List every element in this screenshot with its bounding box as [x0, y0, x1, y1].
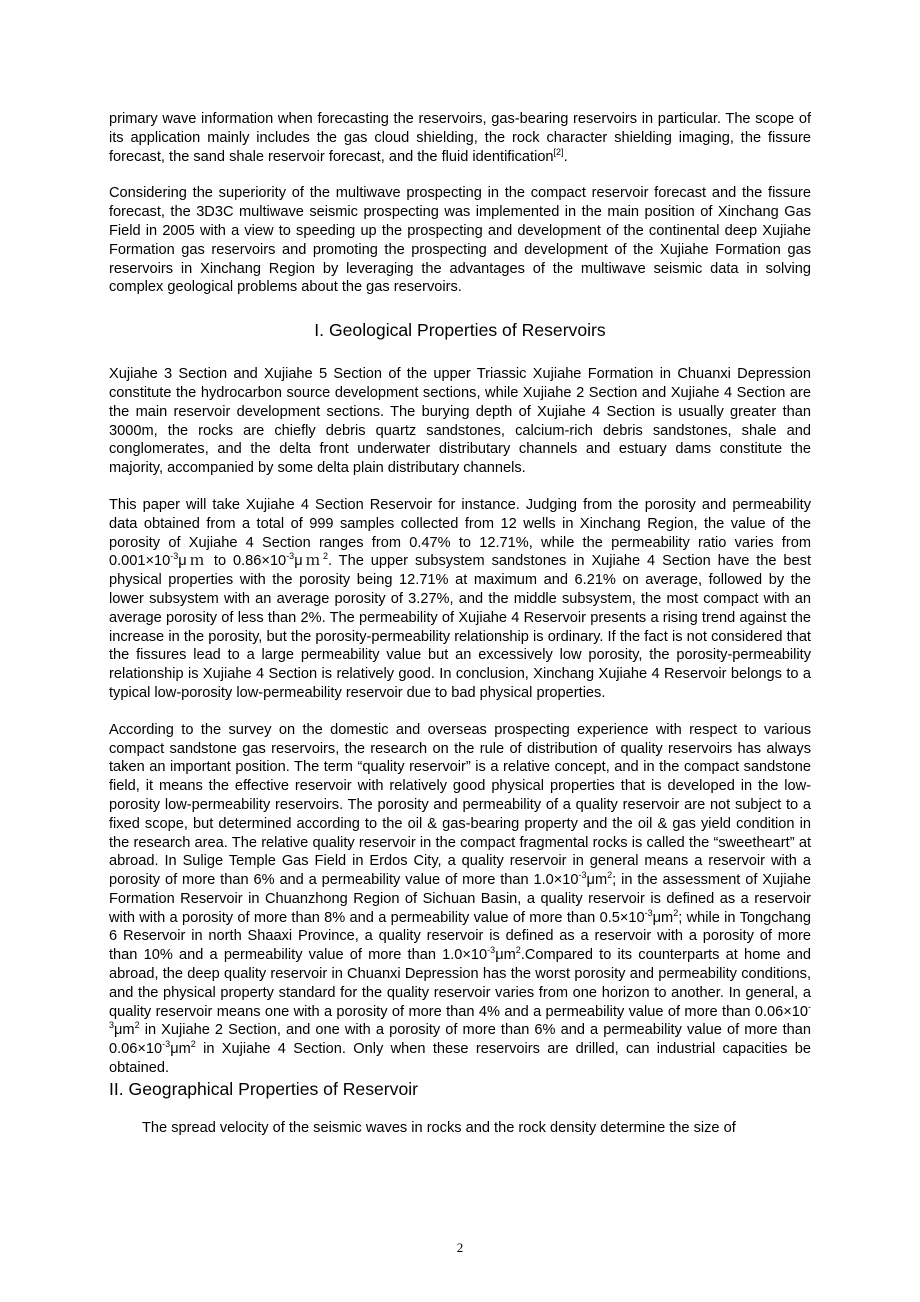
page-body [109, 110, 811, 1137]
paragraph-geology: Xujiahe 3 Section and Xujiahe 5 Section of the upper Triassic Xujiahe Formation in Chuanxi Depression constitute the hydrocarbon source development sections, while Xujiahe 2 Section and Xujiahe 4 Section are the main reservoir development sections. The burying depth of Xujiahe 4 Section is usually greater than 3000m, the rocks are chiefly debris quartz sandstones, calcium-rich debris sandstones, shale and conglomerates, and the delta front underwater distributary channels and estuary dams constitute the majority, accompanied by some delta plain distributary channels. [109, 366, 811, 477]
page-number: 2 [456, 1240, 464, 1255]
paragraph-spread-velocity: The spread velocity of the seismic waves in rocks and the rock density determine the size of [142, 1119, 736, 1136]
citation[interactable]: [2] [553, 146, 564, 157]
paragraph-quality-reservoir: According to the survey on the domestic and overseas prospecting experience with respect to various compact sandstone gas reservoirs, the research on the rule of distribution of quality reservoirs has always taken an important position. The term “quality reservoir” is a relative concept, and in the compact sandstone field, it means the effective reservoir with relatively good physical properties that is developed in the low-porosity low-permeability reservoirs. The porosity and permeability of a quality reservoir are not subject to a fixed scope, but determined according to the oil & gas-bearing property and the oil & gas yield condition in the research area. The relative quality reservoir in the compact fragmental rocks is called the “sweetheart” at abroad. In Sulige Temple Gas Field in Erdos City, a quality reservoir in general means a reservoir with a porosity of more than 6% and a permeability value of more than $1.0\times 10^{-3}\mu m^2$; in the assessment of Xujiahe Formation Reservoir in Chuanzhong Region of Sichuan Basin, a quality reservoir is defined as a reservoir with with a porosity of more than 8% and a permeability value of more than $0.5\times 10^{-3}\mu m^2$; while in Tongchang 6 Reservoir in north Shaaxi Province, a quality reservoir is defined as a reservoir with a porosity of more than 10% and a permeability value of more than $1.0\times 10^{-3}\mu m^2.Compared$ to its counterparts at home and abroad, the deep quality reservoir in Chuanxi Depression has the worst porosity and permeability conditions, and the physical property standard for the quality reservoir varies from one horizon to another. In general, a quality reservoir means one with a porosity of more than 4% and a permeability value of more than $0.06\times 10^{-3}\mu m^2$ in Xujiahe 2 Section, and one with a porosity of more than 6% and a permeability value of more than $0.06\times 10^{-3}\mu m^2$ in Xujiahe 4 Section. Only when these reservoirs are drilled, can industrial capacities be obtained. [109, 721, 811, 1077]
section-heading-geological: I. Geological Properties of Reservoirs [314, 320, 606, 341]
paragraph-porosity: This paper will take Xujiahe 4 Section Reservoir for instance. Judging from the porosity and permeability data obtained from a total of 999 samples collected from 12 wells in Xinchang Region, the value of the porosity of Xujiahe 4 Section ranges from 0.47% to 12.71%, while the permeability ratio varies from $0.001\times 10^{-3}\mu m$ to $0.86\times 10^{-3}\mu m^2$. The upper subsystem sandstones in Xujiahe 4 Section have the best physical properties with the porosity being 12.71% at maximum and 6.21% on average, followed by the lower subsystem with an average porosity of 3.27%, and the middle subsystem, the most compact with an average porosity of less than 2%. The permeability of Xujiahe 4 Reservoir presents a rising trend against the increase in the porosity, but the porosity-permeability relationship is ordinary. If the fact is not considered that the fissures lead to a large permeability value but an excessively low porosity, the porosity-permeability relationship is Xujiahe 4 Section is relatively good. In conclusion, Xinchang Xujiahe 4 Reservoir belongs to a typical low-porosity low-permeability reservoir due to bad physical properties. [109, 496, 812, 701]
paragraph-multiwave: Considering the superiority of the multiwave prospecting in the compact reservoir forecast and the fissure forecast, the 3D3C multiwave seismic prospecting was implemented in the main position of Xinchang Gas Field in 2005 with a view to speeding up the prospecting and development of the continental deep Xujiahe Formation gas reservoirs and promoting the prospecting and development of the Xujiahe Formation gas reservoirs in Xinchang Region by leveraging the advantages of the multiwave seismic data in solving complex geological problems about the gas reservoirs. [109, 185, 811, 296]
paragraph-intro: primary wave information when forecasting the reservoirs, gas-bearing reservoirs in particular. The scope of its application mainly includes the gas cloud shielding, the rock character shielding imaging, the fissure forecast, the sand shale reservoir forecast, and the fluid identification[2]. [109, 111, 811, 165]
paragraph-text: primary wave information when forecasting the reservoirs, gas-bearing reservoirs in particular. The scope of its application mainly includes the gas cloud shielding, the rock character shielding imaging, the fissure forecast, the sand shale reservoir forecast, and the fluid identification [109, 111, 811, 165]
section-heading-geographical: II. Geographical Properties of Reservoir [109, 1078, 419, 1099]
